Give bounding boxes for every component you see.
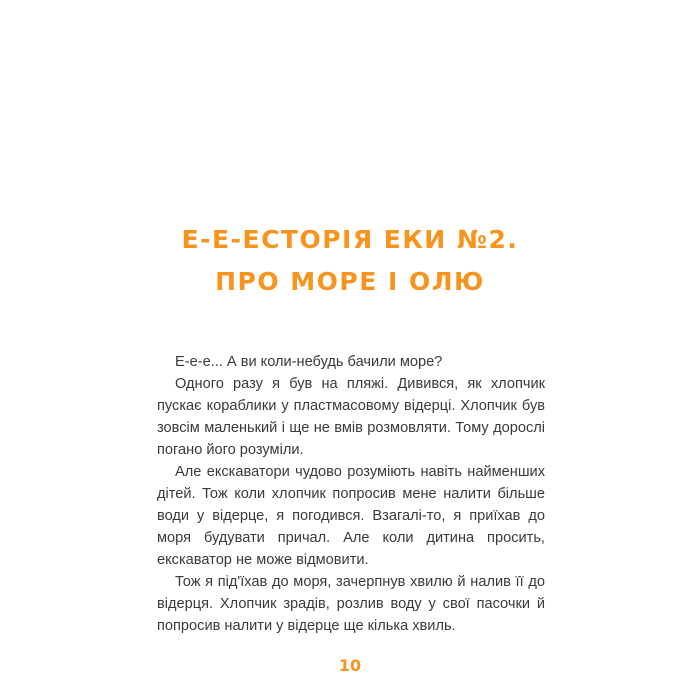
page-number: 10 <box>338 656 362 675</box>
body-text <box>157 351 545 637</box>
paragraph: Але екскаватори чудово розуміють навіть найменших дітей. Тож коли хлопчик попросив мене налити більше води у відерце, я погодився. Взагалі-то, я приїхав до моря будувати причал. Але коли дитина просить, екскаватор не може відмовити. <box>157 464 545 568</box>
chapter-title-line-2: ПРО МОРЕ І ОЛЮ <box>215 267 485 296</box>
paragraph: Тож я під'їхав до моря, зачерпнув хвилю й налив її до відерця. Хлопчик зрадів, розлив воду у свої пасочки й попросив налити у відерце ще кілька хвиль. <box>157 574 545 634</box>
paragraph: Е-е-е... А ви коли-небудь бачили море? <box>175 354 443 370</box>
paragraph: Одного разу я був на пляжі. Дивився, як хлопчик пускає кораблики у пластмасовому відерці. Хлопчик був зовсім маленький і ще не вмів розмовляти. Тому дорослі погано його розуміли. <box>157 376 545 458</box>
chapter-title-line-1: Е-Е-ЕСТОРІЯ ЕКИ №2. <box>181 225 519 254</box>
